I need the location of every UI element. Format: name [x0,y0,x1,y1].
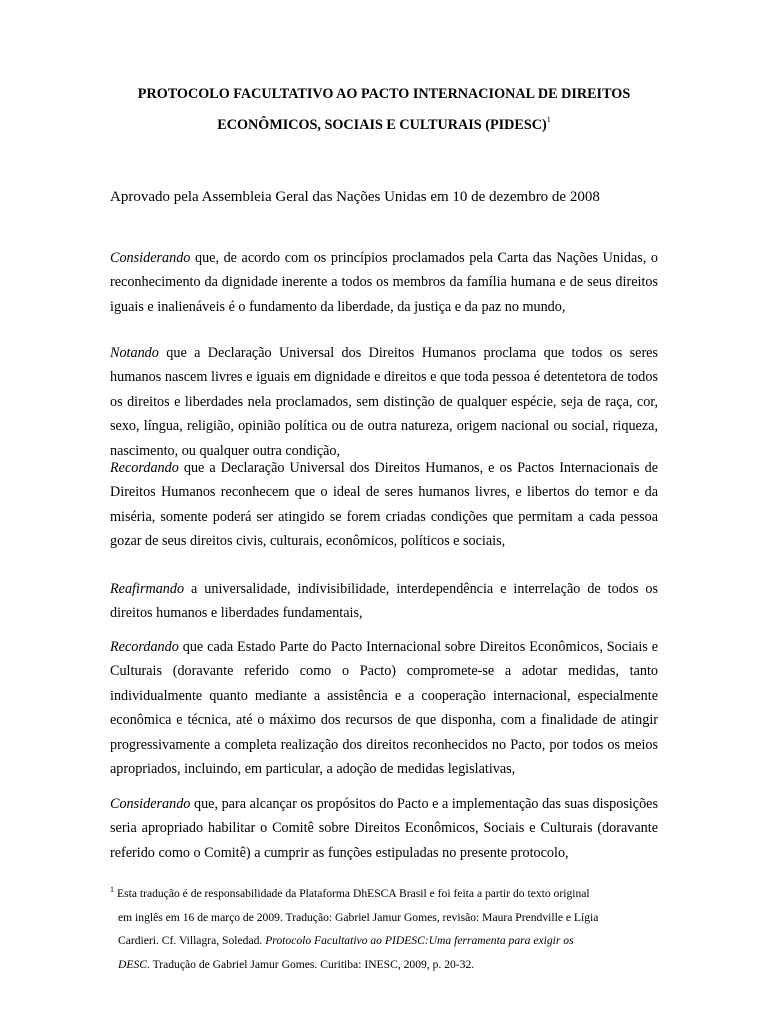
footnote-line-1-text: Esta tradução é de responsabilidade da Plataforma DhESCA Brasil e foi feita a partir do texto original [117,887,590,900]
title-footnote-mark[interactable]: 1 [546,115,551,124]
approval-statement: Aprovado pela Assembleia Geral das Nações Unidas em 10 de dezembro de 2008 [110,189,600,205]
paragraph-5-text: que cada Estado Parte do Pacto Internacional sobre Direitos Econômicos, Sociais e Culturais (doravante referido como o Pacto) compromete-se a adotar medidas, tanto individualmente quanto mediante a assistência e a cooperação internacional, especialmente econômica e técnica, até o máximo dos recursos de que disponha, com a finalidade de atingir progressivamente a completa realização dos direitos reconhecidos no Pacto, por todos os meios apropriados, incluindo, em particular, a adoção de medidas legislativas, [110,639,658,778]
footnote-line-4-text: . Tradução de Gabriel Jamur Gomes. Curitiba: INESC, 2009, p. 20-32. [146,957,475,971]
footnote-line-4 [110,953,658,977]
paragraph-2 [110,341,658,463]
paragraph-4-lead: Reafirmando [110,581,185,597]
title-line-1: PROTOCOLO FACULTATIVO AO PACTO INTERNACIONAL DE DIREITOS [137,86,631,102]
footnote-line-2: em inglês em 16 de março de 2009. Tradução: Gabriel Jamur Gomes, revisão: Maura Prendville e Lígia [118,910,599,924]
paragraph-3-text: que a Declaração Universal dos Direitos Humanos, e os Pactos Internacionais de Direitos Humanos reconhecem que o ideal de seres humanos livres, e libertos do temor e da miséria, somente poderá ser atingido se forem criadas condições que permitam a cada pessoa gozar de seus direitos civis, culturais, econômicos, políticos e sociais, [110,460,658,550]
footnote-line-3 [110,929,658,953]
paragraph-5-lead: Recordando [110,639,179,655]
footnote [110,878,658,976]
paragraph-3-lead: Recordando [110,460,179,476]
paragraph-3 [110,456,658,554]
footnote-line-3-italic: Protocolo Facultativo ao PIDESC:Uma ferramenta para exigir os [265,934,574,947]
footnote-line-4-italic: DESC [118,957,147,971]
paragraph-6 [110,792,658,865]
paragraph-1-text: que, de acordo com os princípios proclamados pela Carta das Nações Unidas, o reconhecimento da dignidade inerente a todos os membros da família humana e de seus direitos iguais e inalienáveis é o fundamento da liberdade, da justiça e da paz no mundo, [110,250,658,315]
paragraph-4 [110,577,658,626]
paragraph-6-text: que, para alcançar os propósitos do Pacto e a implementação das suas disposições seria apropriado habilitar o Comitê sobre Direitos Econômicos, Sociais e Culturais (doravante referido como o Comitê) a cumprir as funções estipuladas no presente protocolo, [110,796,658,861]
paragraph-4-text: a universalidade, indivisibilidade, interdependência e interrelação de todos os direitos humanos e liberdades fundamentais, [110,581,658,622]
paragraph-1-lead: Considerando [110,250,191,266]
paragraph-2-lead: Notando [110,345,159,361]
footnote-mark: 1 [110,885,114,894]
footnote-line-3-text: Cardieri. Cf. Villagra, Soledad. [118,934,266,947]
paragraph-6-lead: Considerando [110,796,191,812]
title-line-2 [0,107,768,138]
paragraph-1 [110,246,658,319]
document-title [0,82,768,138]
title-line-2-text: ECONÔMICOS, SOCIAIS E CULTURAIS (PIDESC) [217,117,547,133]
footnote-line-1 [110,878,658,906]
paragraph-2-text: que a Declaração Universal dos Direitos Humanos proclama que todos os seres humanos nascem livres e iguais em dignidade e direitos e que toda pessoa é detentetora de todos os direitos e liberdades nela proclamados, sem distinção de qualquer espécie, seja de raça, cor, sexo, língua, religião, opinião política ou de outra natureza, origem nacional ou social, riqueza, nascimento, ou qualquer outra condição, [110,345,658,459]
paragraph-5 [110,635,658,781]
